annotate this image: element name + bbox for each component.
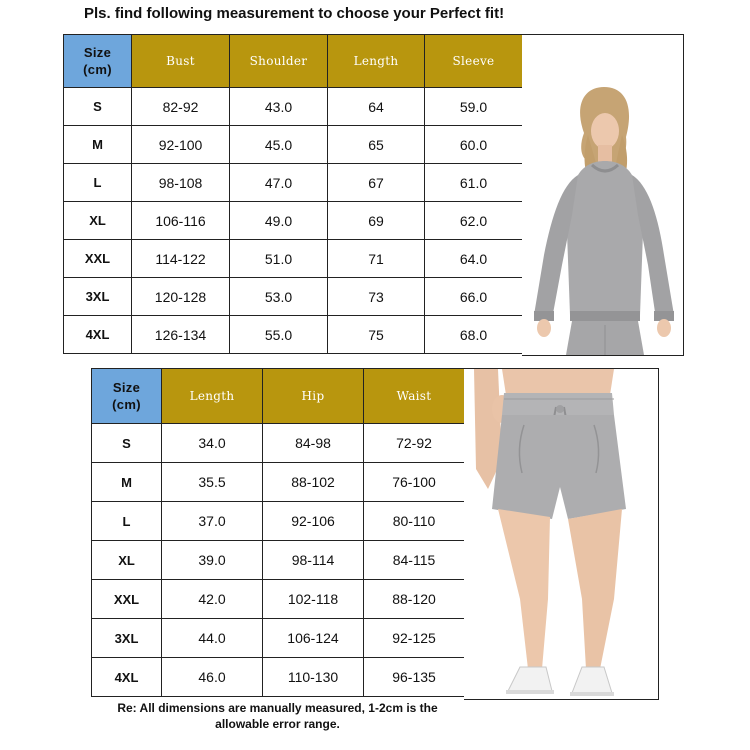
column-header-length: Length [328,35,425,88]
size-cell: XXL [92,580,162,619]
page-title: Pls. find following measurement to choose your Perfect fit! [84,5,505,22]
waist-cell: 80-110 [364,502,465,541]
length-cell: 39.0 [162,541,263,580]
hip-cell: 92-106 [263,502,364,541]
size-cell: S [92,424,162,463]
table-row [92,619,465,658]
table-row [92,541,465,580]
length-cell: 64 [328,88,425,126]
table-row [92,424,465,463]
sweatshirt-model-photo [522,34,684,356]
shorts-model-photo [464,368,659,700]
table-row [64,202,523,240]
waist-cell: 72-92 [364,424,465,463]
column-header-sleeve: Sleeve [425,35,523,88]
size-column-header [64,35,132,88]
column-header-shoulder: Shoulder [230,35,328,88]
size-header-unit: (cm) [83,62,112,77]
length-cell: 46.0 [162,658,263,697]
length-cell: 65 [328,126,425,164]
bust-cell: 92-100 [132,126,230,164]
length-cell: 44.0 [162,619,263,658]
size-cell: L [64,164,132,202]
hip-cell: 84-98 [263,424,364,463]
size-cell: M [64,126,132,164]
size-cell: 4XL [64,316,132,354]
sweatshirt-model-illustration [522,35,683,355]
waist-cell: 76-100 [364,463,465,502]
table-row [92,502,465,541]
length-cell: 34.0 [162,424,263,463]
shoulder-cell: 53.0 [230,278,328,316]
shoulder-cell: 55.0 [230,316,328,354]
waist-cell: 88-120 [364,580,465,619]
bust-cell: 98-108 [132,164,230,202]
size-header-label: Size [112,380,141,395]
table-row [64,240,523,278]
length-cell: 67 [328,164,425,202]
hip-cell: 110-130 [263,658,364,697]
measurement-note [91,700,464,732]
bust-cell: 106-116 [132,202,230,240]
length-cell: 35.5 [162,463,263,502]
shorts-size-table [91,368,465,697]
table-row [92,658,465,697]
size-cell: 3XL [64,278,132,316]
bust-cell: 126-134 [132,316,230,354]
size-cell: XL [64,202,132,240]
note-line-1: Re: All dimensions are manually measured, 1-2cm is the [117,701,438,715]
bust-cell: 120-128 [132,278,230,316]
table-row [64,126,523,164]
length-cell: 37.0 [162,502,263,541]
shoulder-cell: 45.0 [230,126,328,164]
size-cell: 3XL [92,619,162,658]
size-header-label: Size [83,45,112,60]
column-header-hip: Hip [263,369,364,424]
bust-cell: 114-122 [132,240,230,278]
hip-cell: 88-102 [263,463,364,502]
table-row [64,88,523,126]
size-cell: S [64,88,132,126]
length-cell: 71 [328,240,425,278]
bust-cell: 82-92 [132,88,230,126]
table-row [64,278,523,316]
length-cell: 75 [328,316,425,354]
sleeve-cell: 64.0 [425,240,523,278]
size-cell: XXL [64,240,132,278]
shorts-model-illustration [464,369,658,699]
sleeve-cell: 62.0 [425,202,523,240]
size-cell: M [92,463,162,502]
waist-cell: 96-135 [364,658,465,697]
length-cell: 73 [328,278,425,316]
table-row [64,316,523,354]
sleeve-cell: 60.0 [425,126,523,164]
size-cell: L [92,502,162,541]
hip-cell: 106-124 [263,619,364,658]
size-header-unit: (cm) [112,397,141,412]
column-header-bust: Bust [132,35,230,88]
sleeve-cell: 59.0 [425,88,523,126]
hip-cell: 98-114 [263,541,364,580]
size-column-header [92,369,162,424]
table-row [92,463,465,502]
shoulder-cell: 47.0 [230,164,328,202]
length-cell: 69 [328,202,425,240]
shoulder-cell: 51.0 [230,240,328,278]
waist-cell: 92-125 [364,619,465,658]
size-cell: 4XL [92,658,162,697]
sleeve-cell: 68.0 [425,316,523,354]
waist-cell: 84-115 [364,541,465,580]
table-row [64,164,523,202]
shoulder-cell: 43.0 [230,88,328,126]
length-cell: 42.0 [162,580,263,619]
table-row [92,580,465,619]
shoulder-cell: 49.0 [230,202,328,240]
size-cell: XL [92,541,162,580]
sleeve-cell: 61.0 [425,164,523,202]
top-size-table [63,34,523,354]
hip-cell: 102-118 [263,580,364,619]
column-header-waist: Waist [364,369,465,424]
note-line-2: allowable error range. [215,717,340,731]
sleeve-cell: 66.0 [425,278,523,316]
column-header-length: Length [162,369,263,424]
